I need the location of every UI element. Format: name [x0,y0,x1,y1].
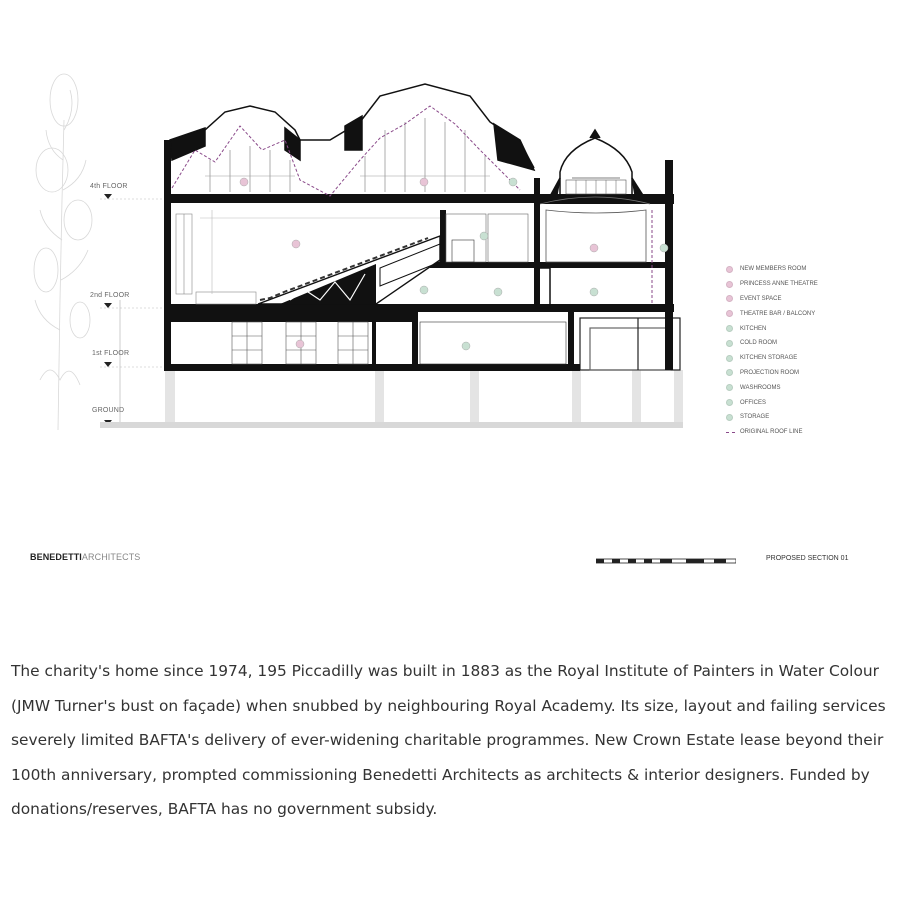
project-description: The charity's home since 1974, 195 Piccadilly was built in 1883 as the Royal Institute of Painters in Water Colour (JMW Turner's bust on façade) when snubbed by neighbouring Royal Academy. Its size, layout and failing services severely limited BAFTA's delivery of ever-widening charitable programmes. New Crown Estate lease beyond their 100th anniversary, prompted commissioning Benedetti Architects as architects & interior designers. Funded by donations/reserves, BAFTA has no government subsidy. [11,662,886,818]
level-markers [104,194,112,425]
legend-swatch [726,281,733,288]
legend-swatch [726,369,733,376]
legend-swatch [726,340,733,347]
legend-item-roof-line [726,425,886,440]
dashed-line-icon [726,432,735,433]
floor-label-ground: GROUND [92,407,125,414]
legend-swatch [726,295,733,302]
floor-label-2nd: 2nd FLOOR [90,292,130,299]
legend-label: PROJECTION ROOM [740,369,800,376]
sheet-title: PROPOSED SECTION 01 [766,555,849,562]
brand-name-bold: BENEDETTI [30,552,82,562]
legend-label: OFFICES [740,399,767,406]
floor-reference-lines [100,199,164,367]
legend-item [726,292,886,307]
legend-item [726,351,886,366]
legend-swatch [726,399,733,406]
tree-sketch [34,74,92,430]
roof-pitches [170,84,534,170]
legend-swatch [726,310,733,317]
theatre-rake [258,236,440,304]
legend-label: KITCHEN [740,325,767,332]
legend-item [726,321,886,336]
legend-swatch [726,355,733,362]
first-floor-windows [232,322,566,364]
legend-label: PRINCESS ANNE THEATRE [740,281,818,288]
ground-slab [100,422,683,428]
legend-item [726,306,886,321]
architect-brand [30,552,140,562]
legend-item [726,366,886,381]
legend-label: WASHROOMS [740,384,781,391]
legend [726,262,886,440]
floor-label-1st: 1st FLOOR [92,350,130,357]
legend-item [726,380,886,395]
legend-label: COLD ROOM [740,340,778,347]
floor-label-4th: 4th FLOOR [90,183,128,190]
legend-swatch [726,266,733,273]
legend-item [726,262,886,277]
legend-swatch [726,414,733,421]
legend-label: KITCHEN STORAGE [740,355,798,362]
scale-bar [596,557,736,565]
legend-label: ORIGINAL ROOF LINE [740,429,803,436]
legend-swatch [726,325,733,332]
brand-name-light: ARCHITECTS [81,552,141,562]
foundation-piers [165,370,683,422]
roof-glazing [205,118,626,194]
legend-label: THEATRE BAR / BALCONY [740,310,816,317]
legend-item [726,277,886,292]
legend-label: EVENT SPACE [740,295,782,302]
legend-label: STORAGE [740,414,770,421]
original-roof-line [172,106,520,196]
legend-swatch [726,384,733,391]
legend-item [726,410,886,425]
legend-item [726,395,886,410]
legend-item [726,336,886,351]
legend-label: NEW MEMBERS ROOM [740,266,807,273]
